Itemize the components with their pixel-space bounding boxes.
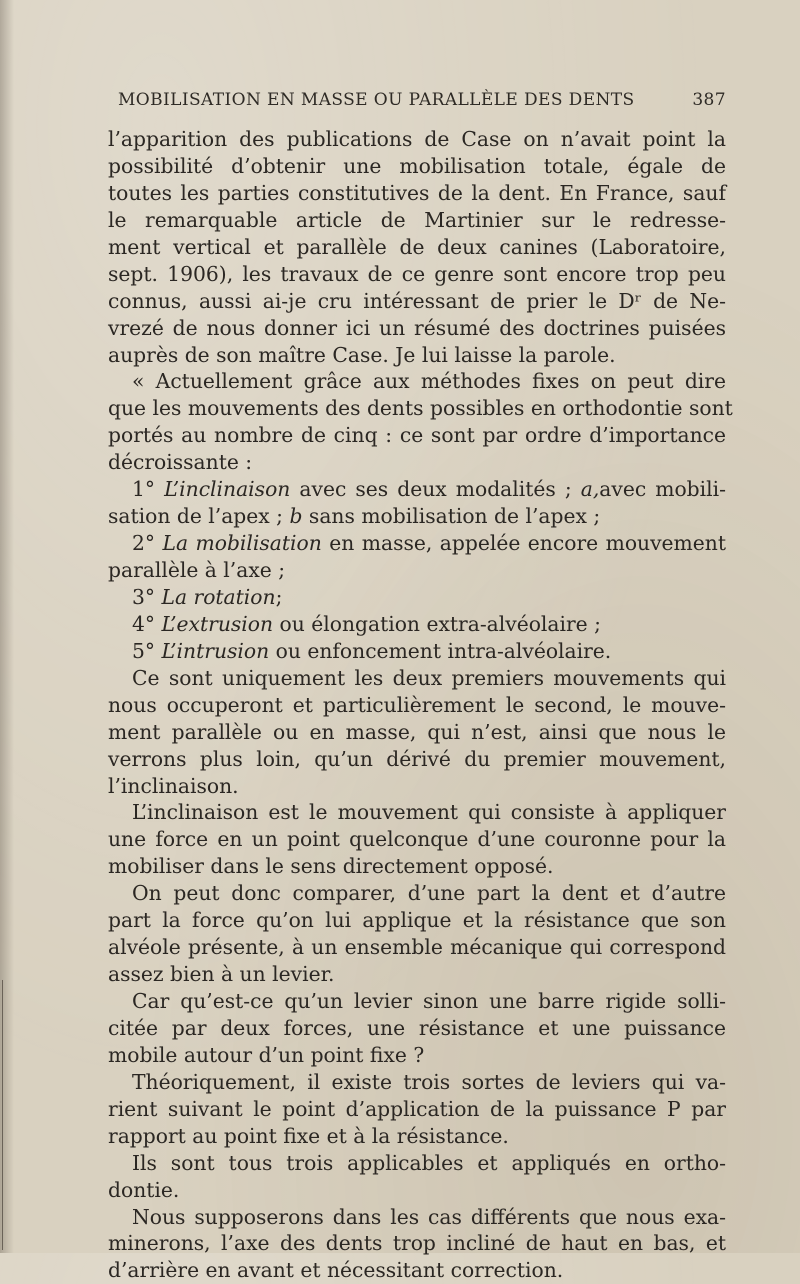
- text-line: « Actuellement grâce aux méthodes fixes on peut dire: [132, 369, 726, 394]
- list-item-1-number: 1°: [132, 477, 156, 502]
- text-line: portés au nombre de cinq : ce sont par ordre d’importance: [108, 423, 726, 448]
- text-line: toutes les parties constitutives de la dent. En France, sauf: [108, 180, 726, 205]
- text-line: Car qu’est-ce qu’un levier sinon une barre rigide solli-: [132, 989, 726, 1013]
- text-line: l’inclinaison.: [108, 773, 239, 798]
- list-item-5-number: 5°: [132, 638, 156, 663]
- text-line: On peut donc comparer, d’une part la dent et d’autre: [132, 881, 726, 906]
- list-item-3-number: 3°: [132, 584, 156, 609]
- page-edge-line: [2, 980, 3, 1250]
- list-item-2-number: 2°: [132, 531, 156, 556]
- list-item-5-text: ou enfoncement intra-alvéolaire.: [275, 638, 612, 663]
- list-item-3: [108, 584, 726, 611]
- list-item-1-text-3: sation de l’apex ;: [108, 504, 284, 529]
- text-line: vrezé de nous donner ici un résumé des doctrines puisées: [108, 315, 726, 340]
- list-item-4-title: L’extrusion: [161, 611, 274, 636]
- running-header: [118, 88, 726, 118]
- list-item-4-text: ou élongation extra-alvéolaire ;: [279, 611, 601, 636]
- text-line: Théoriquement, il existe trois sortes de leviers qui va-: [132, 1069, 726, 1094]
- text-line: mobiliser dans le sens directement opposé.: [108, 854, 554, 879]
- text-line: ment vertical et parallèle de deux canines (Laboratoire,: [108, 234, 726, 259]
- text-line: Ils sont tous trois applicables et appliqués en ortho-: [132, 1150, 726, 1175]
- body-text: [108, 126, 733, 1284]
- text-line: dontie.: [108, 1177, 180, 1202]
- list-item-1-text-2: avec mobili-: [599, 477, 726, 502]
- page-number: 387: [692, 90, 726, 110]
- list-item-1-letter-a: a,: [580, 477, 600, 502]
- list-item-1-line-2: [108, 503, 726, 530]
- text-line: rient suivant le point d’application de la puissance P par: [108, 1096, 726, 1121]
- list-item-1-text-4: sans mobilisation de l’apex ;: [308, 504, 601, 529]
- text-line: L’inclinaison est le mouvement qui consiste à appliquer: [132, 800, 726, 825]
- list-item-5: [108, 638, 726, 665]
- text-line: le remarquable article de Martinier sur le redresse-: [108, 207, 726, 232]
- text-line: d’arrière en avant et nécessitant correction.: [108, 1258, 564, 1283]
- text-line: Ce sont uniquement les deux premiers mouvements qui: [132, 665, 726, 690]
- text-line: Nous supposerons dans les cas différents que nous exa-: [132, 1204, 726, 1229]
- list-item-2-text: en masse, appelée encore mouvement: [329, 531, 726, 556]
- text-line: nous occuperont et particulièrement le second, le mouve-: [108, 692, 726, 717]
- text-line: verrons plus loin, qu’un dérivé du premier mouvement,: [108, 746, 726, 771]
- list-item-5-title: L’intrusion: [161, 638, 270, 663]
- list-item-2-line-1: [108, 530, 726, 557]
- text-line: auprès de son maître Case. Je lui laisse la parole.: [108, 342, 616, 367]
- text-line: citée par deux forces, une résistance et une puissance: [108, 1015, 726, 1040]
- text-line: une force en un point quelconque d’une couronne pour la: [108, 827, 726, 852]
- running-title: MOBILISATION EN MASSE OU PARALLÈLE DES DENTS: [118, 90, 635, 110]
- text-line: sept. 1906), les travaux de ce genre sont encore trop peu: [108, 261, 726, 286]
- text-line: connus, aussi ai-je cru intéressant de prier le Dʳ de Ne-: [108, 288, 726, 313]
- text-line: minerons, l’axe des dents trop incliné de haut en bas, et: [108, 1231, 726, 1256]
- text-line: l’apparition des publications de Case on n’avait point la: [108, 127, 726, 151]
- text-line: ment parallèle ou en masse, qui n’est, ainsi que nous le: [108, 719, 726, 744]
- text-line: part la force qu’on lui applique et la résistance que son: [108, 908, 726, 933]
- list-item-1-title: L’inclinaison: [164, 477, 291, 502]
- list-item-1-text: avec ses deux modalités ;: [299, 477, 572, 502]
- text-line: alvéole présente, à un ensemble mécanique qui correspond: [108, 935, 726, 960]
- text-line: mobile autour d’un point fixe ?: [108, 1042, 425, 1067]
- list-item-4: [108, 611, 726, 638]
- text-line: rapport au point fixe et à la résistance.: [108, 1123, 509, 1148]
- list-item-2-line-2: parallèle à l’axe ;: [108, 558, 286, 582]
- list-item-2-title: La mobilisation: [162, 531, 322, 556]
- text-line: que les mouvements des dents possibles en orthodontie sont: [108, 396, 733, 421]
- text-line: assez bien à un levier.: [108, 962, 335, 987]
- list-item-3-text: ;: [275, 584, 283, 609]
- list-item-1-line-1: [108, 476, 726, 503]
- text-line: possibilité d’obtenir une mobilisation totale, égale de: [108, 153, 726, 178]
- list-item-1-letter-b: b: [289, 504, 303, 529]
- list-item-3-title: La rotation: [161, 584, 276, 609]
- text-line: décroissante :: [108, 450, 253, 475]
- list-item-4-number: 4°: [132, 611, 156, 636]
